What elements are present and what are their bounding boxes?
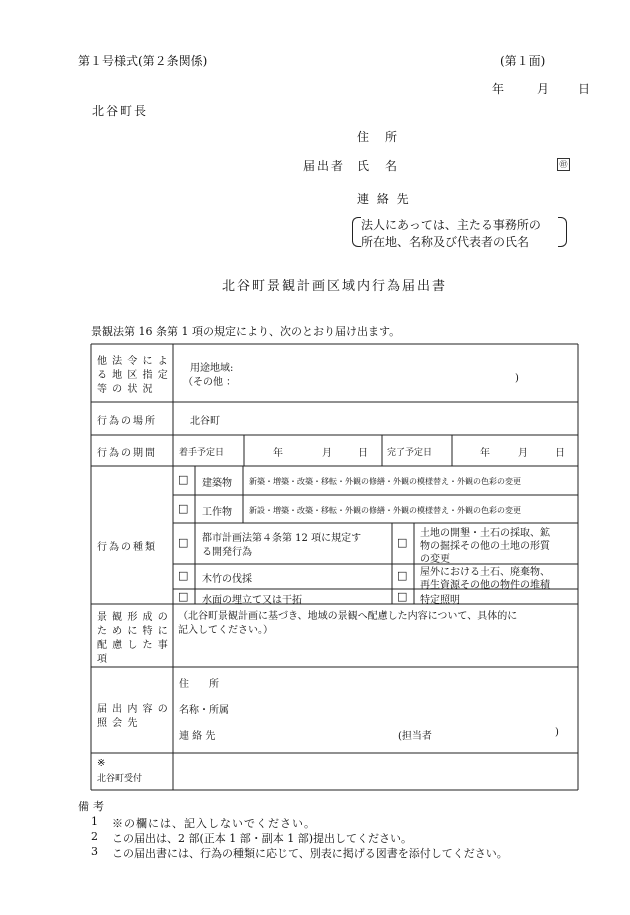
kind-land-3: の変更 <box>420 554 450 565</box>
page-indicator: (第１面) <box>500 54 546 68</box>
note-2-number: 2 <box>91 830 98 843</box>
end-day: 日 <box>555 448 565 459</box>
corp-note-line2: 所在地、名称及び代表者の氏名 <box>361 235 530 249</box>
inquiry-name-label: 名称・所属 <box>179 705 229 716</box>
notes-heading: 備考 <box>78 800 108 813</box>
applicant-name-label: 氏 名 <box>357 159 400 173</box>
note-1-number: 1 <box>91 815 98 828</box>
applicant-label: 届出者 <box>303 159 346 173</box>
reception-mark: ※ <box>97 758 106 769</box>
consideration-note-2: 記入してください。） <box>178 625 273 636</box>
end-year: 年 <box>480 448 490 459</box>
kind-development-1: 都市計画法第４条第 12 項に規定す <box>202 533 362 544</box>
note-3-text: この届出書には、行為の種類に応じて、別表に掲げる図書を添付してください。 <box>112 847 508 860</box>
form-number: 第１号様式(第２条関係) <box>78 54 208 68</box>
date-month-label: 月 <box>537 82 550 96</box>
kind-bamboo: 木竹の伐採 <box>202 574 252 585</box>
checkbox-structure[interactable]: □ <box>178 502 189 515</box>
row-other-law-label-2: る 地 区 指 定 <box>97 370 169 381</box>
start-day: 日 <box>358 448 368 459</box>
start-year: 年 <box>273 448 283 459</box>
use-zone-label: 用途地域: <box>190 363 234 374</box>
checkbox-water[interactable]: □ <box>178 590 189 603</box>
end-month: 月 <box>518 448 528 459</box>
kind-building-detail: 新築・増築・改築・移転・外観の修繕・外観の模様替え・外観の色彩の変更 <box>249 477 521 486</box>
date-year-label: 年 <box>492 82 505 96</box>
other-zone-label: （その他 ： <box>183 377 237 388</box>
other-zone-close: ) <box>515 373 519 384</box>
checkbox-bamboo[interactable]: □ <box>178 569 189 582</box>
applicant-contact-label: 連 絡 先 <box>357 192 411 206</box>
reception-label: 北谷町受付 <box>97 774 143 784</box>
note-2-text: この届出は、2 部(正本 1 部・副本 1 部)提出してください。 <box>112 832 413 845</box>
kind-land-1: 土地の開墾・土石の採取、鉱 <box>420 528 550 539</box>
row-other-law-label-3: 等 の 状 況 <box>97 384 154 395</box>
row-consideration-label-4: 項 <box>97 654 107 665</box>
kind-building: 建築物 <box>202 478 232 489</box>
row-consideration-label-1: 景 観 形 成 の <box>97 612 169 623</box>
inquiry-person-label: (担当者 <box>398 731 432 742</box>
checkbox-land[interactable]: □ <box>397 536 408 549</box>
kind-water: 水面の埋立て又は干拓 <box>202 595 302 606</box>
intro-text: 景観法第 16 条第 1 項の規定により、次のとおり届け出ます。 <box>91 325 401 338</box>
row-period-label: 行為の期間 <box>97 448 157 459</box>
row-kind-label: 行為の種類 <box>97 542 157 553</box>
inquiry-person-close: ) <box>555 727 559 738</box>
kind-outdoor-2: 再生資源その他の物件の堆積 <box>420 580 550 591</box>
checkbox-outdoor[interactable]: □ <box>397 569 408 582</box>
date-day-label: 日 <box>578 82 591 96</box>
checkbox-building[interactable]: □ <box>178 473 189 486</box>
kind-outdoor-1: 屋外における土石、廃棄物、 <box>420 567 550 578</box>
row-location-label: 行為の場所 <box>97 416 157 427</box>
kind-land-2: 物の掘採その他の土地の形質 <box>420 541 550 552</box>
row-consideration-label-3: 配 慮 し た 事 <box>97 640 169 651</box>
checkbox-development[interactable]: □ <box>178 536 189 549</box>
page-title: 北谷町景観計画区域内行為届出書 <box>222 279 448 294</box>
row-inquiry-label-2: 照 会 先 <box>97 718 139 729</box>
corp-note-line1: 法人にあっては、主たる事務所の <box>361 218 541 232</box>
row-location-value: 北谷町 <box>190 416 220 427</box>
row-inquiry-label-1: 届 出 内 容 の <box>97 704 169 715</box>
start-date-label: 着手予定日 <box>179 448 225 458</box>
applicant-address-label: 住 所 <box>357 130 400 144</box>
kind-structure: 工作物 <box>202 507 232 518</box>
consideration-note-1: （北谷町景観計画に基づき、地域の景観へ配慮した内容について、具体的に <box>178 611 518 622</box>
checkbox-lighting[interactable]: □ <box>397 590 408 603</box>
inquiry-address-label: 住 所 <box>179 679 219 690</box>
kind-lighting: 特定照明 <box>420 595 460 606</box>
end-date-label: 完了予定日 <box>387 448 433 458</box>
kind-development-2: る開発行為 <box>202 547 252 558</box>
start-month: 月 <box>322 448 332 459</box>
note-1-text: ※の欄には、記入しないでください。 <box>112 817 316 830</box>
addressee: 北谷町長 <box>92 104 149 118</box>
row-other-law-label-1: 他 法 令 に よ <box>97 356 169 367</box>
kind-structure-detail: 新設・増築・改築・移転・外観の修繕・外観の模様替え・外観の色彩の変更 <box>249 506 521 515</box>
note-3-number: 3 <box>91 845 98 858</box>
seal-mark: ㊞ <box>557 158 570 171</box>
row-consideration-label-2: た め に 特 に <box>97 626 169 637</box>
inquiry-contact-label: 連 絡 先 <box>179 731 216 742</box>
